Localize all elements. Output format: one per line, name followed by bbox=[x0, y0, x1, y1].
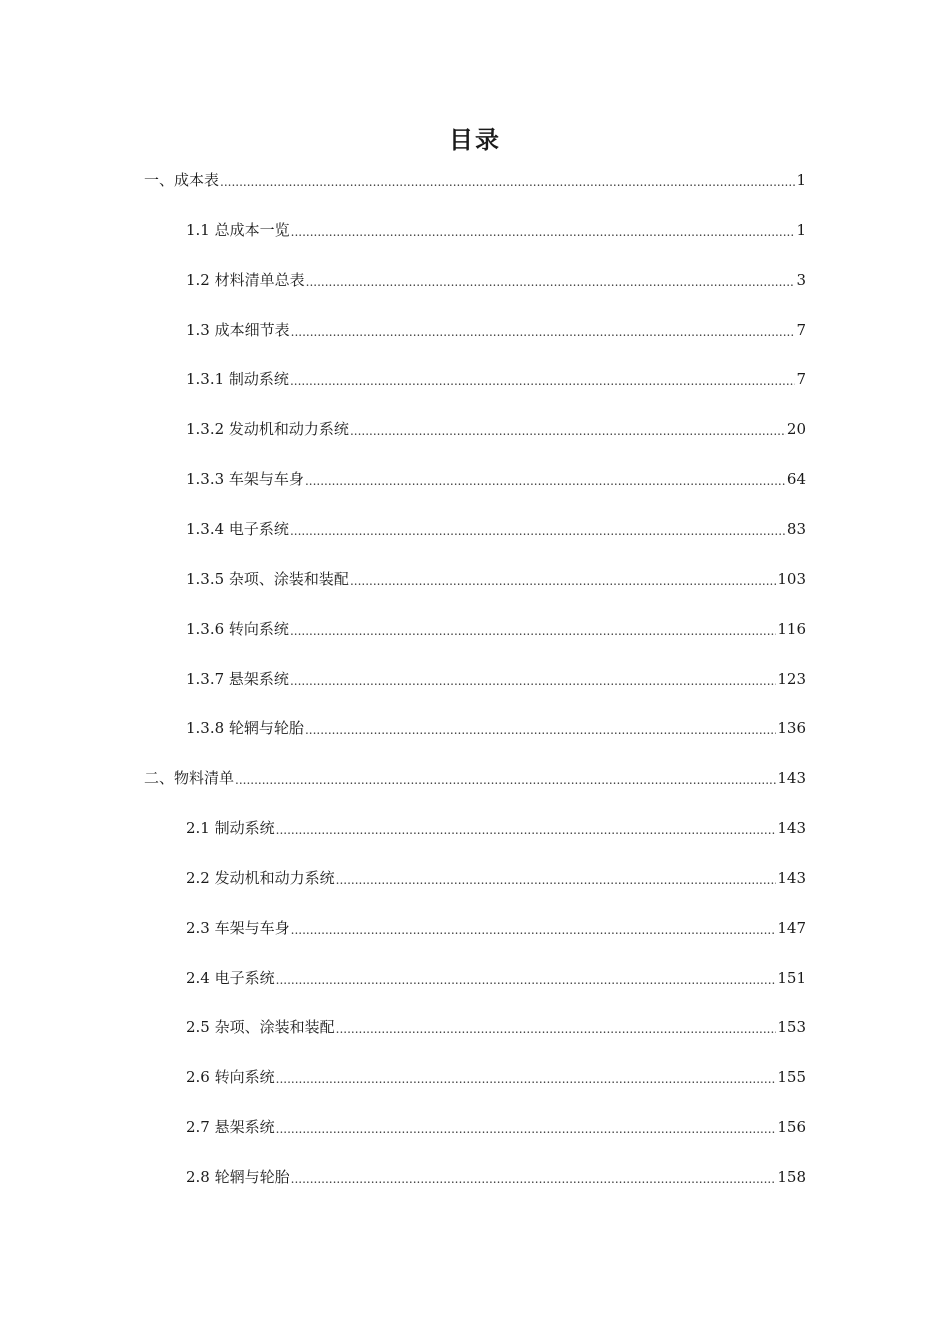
toc-entry[interactable] bbox=[186, 559, 806, 589]
toc-dot-leader bbox=[291, 918, 777, 938]
toc-entry[interactable] bbox=[186, 609, 806, 639]
toc-entry-page: 153 bbox=[777, 1018, 806, 1037]
toc-entry-page: 123 bbox=[777, 669, 806, 688]
toc-dot-leader bbox=[290, 669, 776, 689]
toc-dot-leader bbox=[305, 469, 786, 489]
toc-entry-label: 2.6 转向系统 bbox=[186, 1068, 275, 1087]
toc-entry-label: 2.1 制动系统 bbox=[186, 819, 275, 838]
toc-entry[interactable] bbox=[186, 509, 806, 539]
toc-entry[interactable] bbox=[186, 409, 806, 439]
toc-entry-label: 1.3.2 发动机和动力系统 bbox=[186, 420, 349, 439]
toc-entry-page: 1 bbox=[796, 220, 806, 239]
toc-entry-label: 1.3.8 轮辋与轮胎 bbox=[186, 719, 304, 738]
toc-entry-page: 151 bbox=[777, 968, 806, 987]
toc-entry-page: 3 bbox=[796, 270, 806, 289]
toc-entry-label: 2.2 发动机和动力系统 bbox=[186, 868, 335, 887]
toc-entry-label: 1.3.1 制动系统 bbox=[186, 370, 289, 389]
toc-dot-leader bbox=[290, 369, 796, 389]
toc-dot-leader bbox=[306, 270, 796, 290]
toc-entry-label: 一、成本表 bbox=[144, 171, 220, 189]
toc-entry-label: 1.1 总成本一览 bbox=[186, 220, 290, 239]
toc-entry[interactable] bbox=[186, 459, 806, 489]
toc-entry-label: 1.3.3 车架与车身 bbox=[186, 470, 304, 489]
toc-entry[interactable] bbox=[186, 359, 806, 389]
toc-entry-page: 143 bbox=[777, 769, 806, 788]
toc-dot-leader bbox=[220, 170, 795, 190]
toc-entry-page: 64 bbox=[786, 470, 806, 489]
toc-entry-label: 1.3.4 电子系统 bbox=[186, 519, 289, 538]
toc-entry-page: 7 bbox=[796, 320, 806, 339]
toc-dot-leader bbox=[336, 1017, 777, 1037]
toc-entry-page: 147 bbox=[777, 918, 806, 937]
toc-entry[interactable] bbox=[186, 210, 806, 240]
toc-entry-page: 20 bbox=[786, 420, 806, 439]
toc-entry-label: 1.3.6 转向系统 bbox=[186, 619, 289, 638]
toc-entry[interactable] bbox=[186, 659, 806, 689]
toc-entry[interactable] bbox=[144, 160, 806, 190]
toc-entry[interactable] bbox=[186, 708, 806, 738]
toc-entry[interactable] bbox=[186, 808, 806, 838]
toc-title: 目录 bbox=[449, 125, 501, 154]
toc-entry-page: 156 bbox=[777, 1118, 806, 1137]
toc-dot-leader bbox=[336, 868, 777, 888]
toc-dot-leader bbox=[235, 768, 776, 788]
toc-entry-page: 103 bbox=[777, 569, 806, 588]
toc-entry-label: 2.4 电子系统 bbox=[186, 968, 275, 987]
toc-entry-page: 7 bbox=[796, 370, 806, 389]
toc-entry-label: 1.2 材料清单总表 bbox=[186, 270, 305, 289]
toc-entry-label: 1.3.7 悬架系统 bbox=[186, 669, 289, 688]
toc-entry-label: 2.7 悬架系统 bbox=[186, 1118, 275, 1137]
toc-entry-label: 二、物料清单 bbox=[144, 769, 235, 788]
toc-dot-leader bbox=[276, 1117, 777, 1137]
toc-entry[interactable] bbox=[144, 758, 806, 788]
toc-entry-label: 1.3.5 杂项、涂装和装配 bbox=[186, 569, 349, 588]
toc-dot-leader bbox=[290, 619, 776, 639]
toc-entry[interactable] bbox=[186, 908, 806, 938]
toc-entry[interactable] bbox=[186, 1107, 806, 1137]
toc-dot-leader bbox=[350, 569, 776, 589]
toc-entry-label: 2.8 轮辋与轮胎 bbox=[186, 1168, 290, 1186]
toc-entry[interactable] bbox=[186, 1007, 806, 1037]
toc-entry-label: 2.5 杂项、涂装和装配 bbox=[186, 1018, 335, 1037]
toc-entry-page: 143 bbox=[777, 868, 806, 887]
toc-dot-leader bbox=[350, 419, 786, 439]
toc-entry-page: 155 bbox=[777, 1068, 806, 1087]
toc-dot-leader bbox=[276, 818, 777, 838]
toc-dot-leader bbox=[291, 1167, 777, 1187]
toc-dot-leader bbox=[290, 519, 786, 539]
toc-entry[interactable] bbox=[186, 310, 806, 340]
toc-entry-label: 2.3 车架与车身 bbox=[186, 918, 290, 937]
toc-entry[interactable] bbox=[186, 1057, 806, 1087]
toc-entry-page: 158 bbox=[777, 1168, 806, 1186]
toc-dot-leader bbox=[291, 220, 796, 240]
toc-dot-leader bbox=[276, 1067, 777, 1087]
toc-entry-page: 83 bbox=[786, 519, 806, 538]
toc-dot-leader bbox=[291, 320, 796, 340]
toc-entry-page: 136 bbox=[777, 719, 806, 738]
toc-entry[interactable] bbox=[186, 958, 806, 988]
toc-dot-leader bbox=[276, 968, 777, 988]
toc-entry-page: 116 bbox=[777, 619, 806, 638]
toc-entry[interactable] bbox=[186, 1157, 806, 1187]
toc-entry-page: 1 bbox=[796, 171, 806, 189]
toc-entry[interactable] bbox=[186, 260, 806, 290]
toc-entry[interactable] bbox=[186, 858, 806, 888]
toc-entry-page: 143 bbox=[777, 819, 806, 838]
toc-entry-label: 1.3 成本细节表 bbox=[186, 320, 290, 339]
toc-dot-leader bbox=[305, 718, 776, 738]
